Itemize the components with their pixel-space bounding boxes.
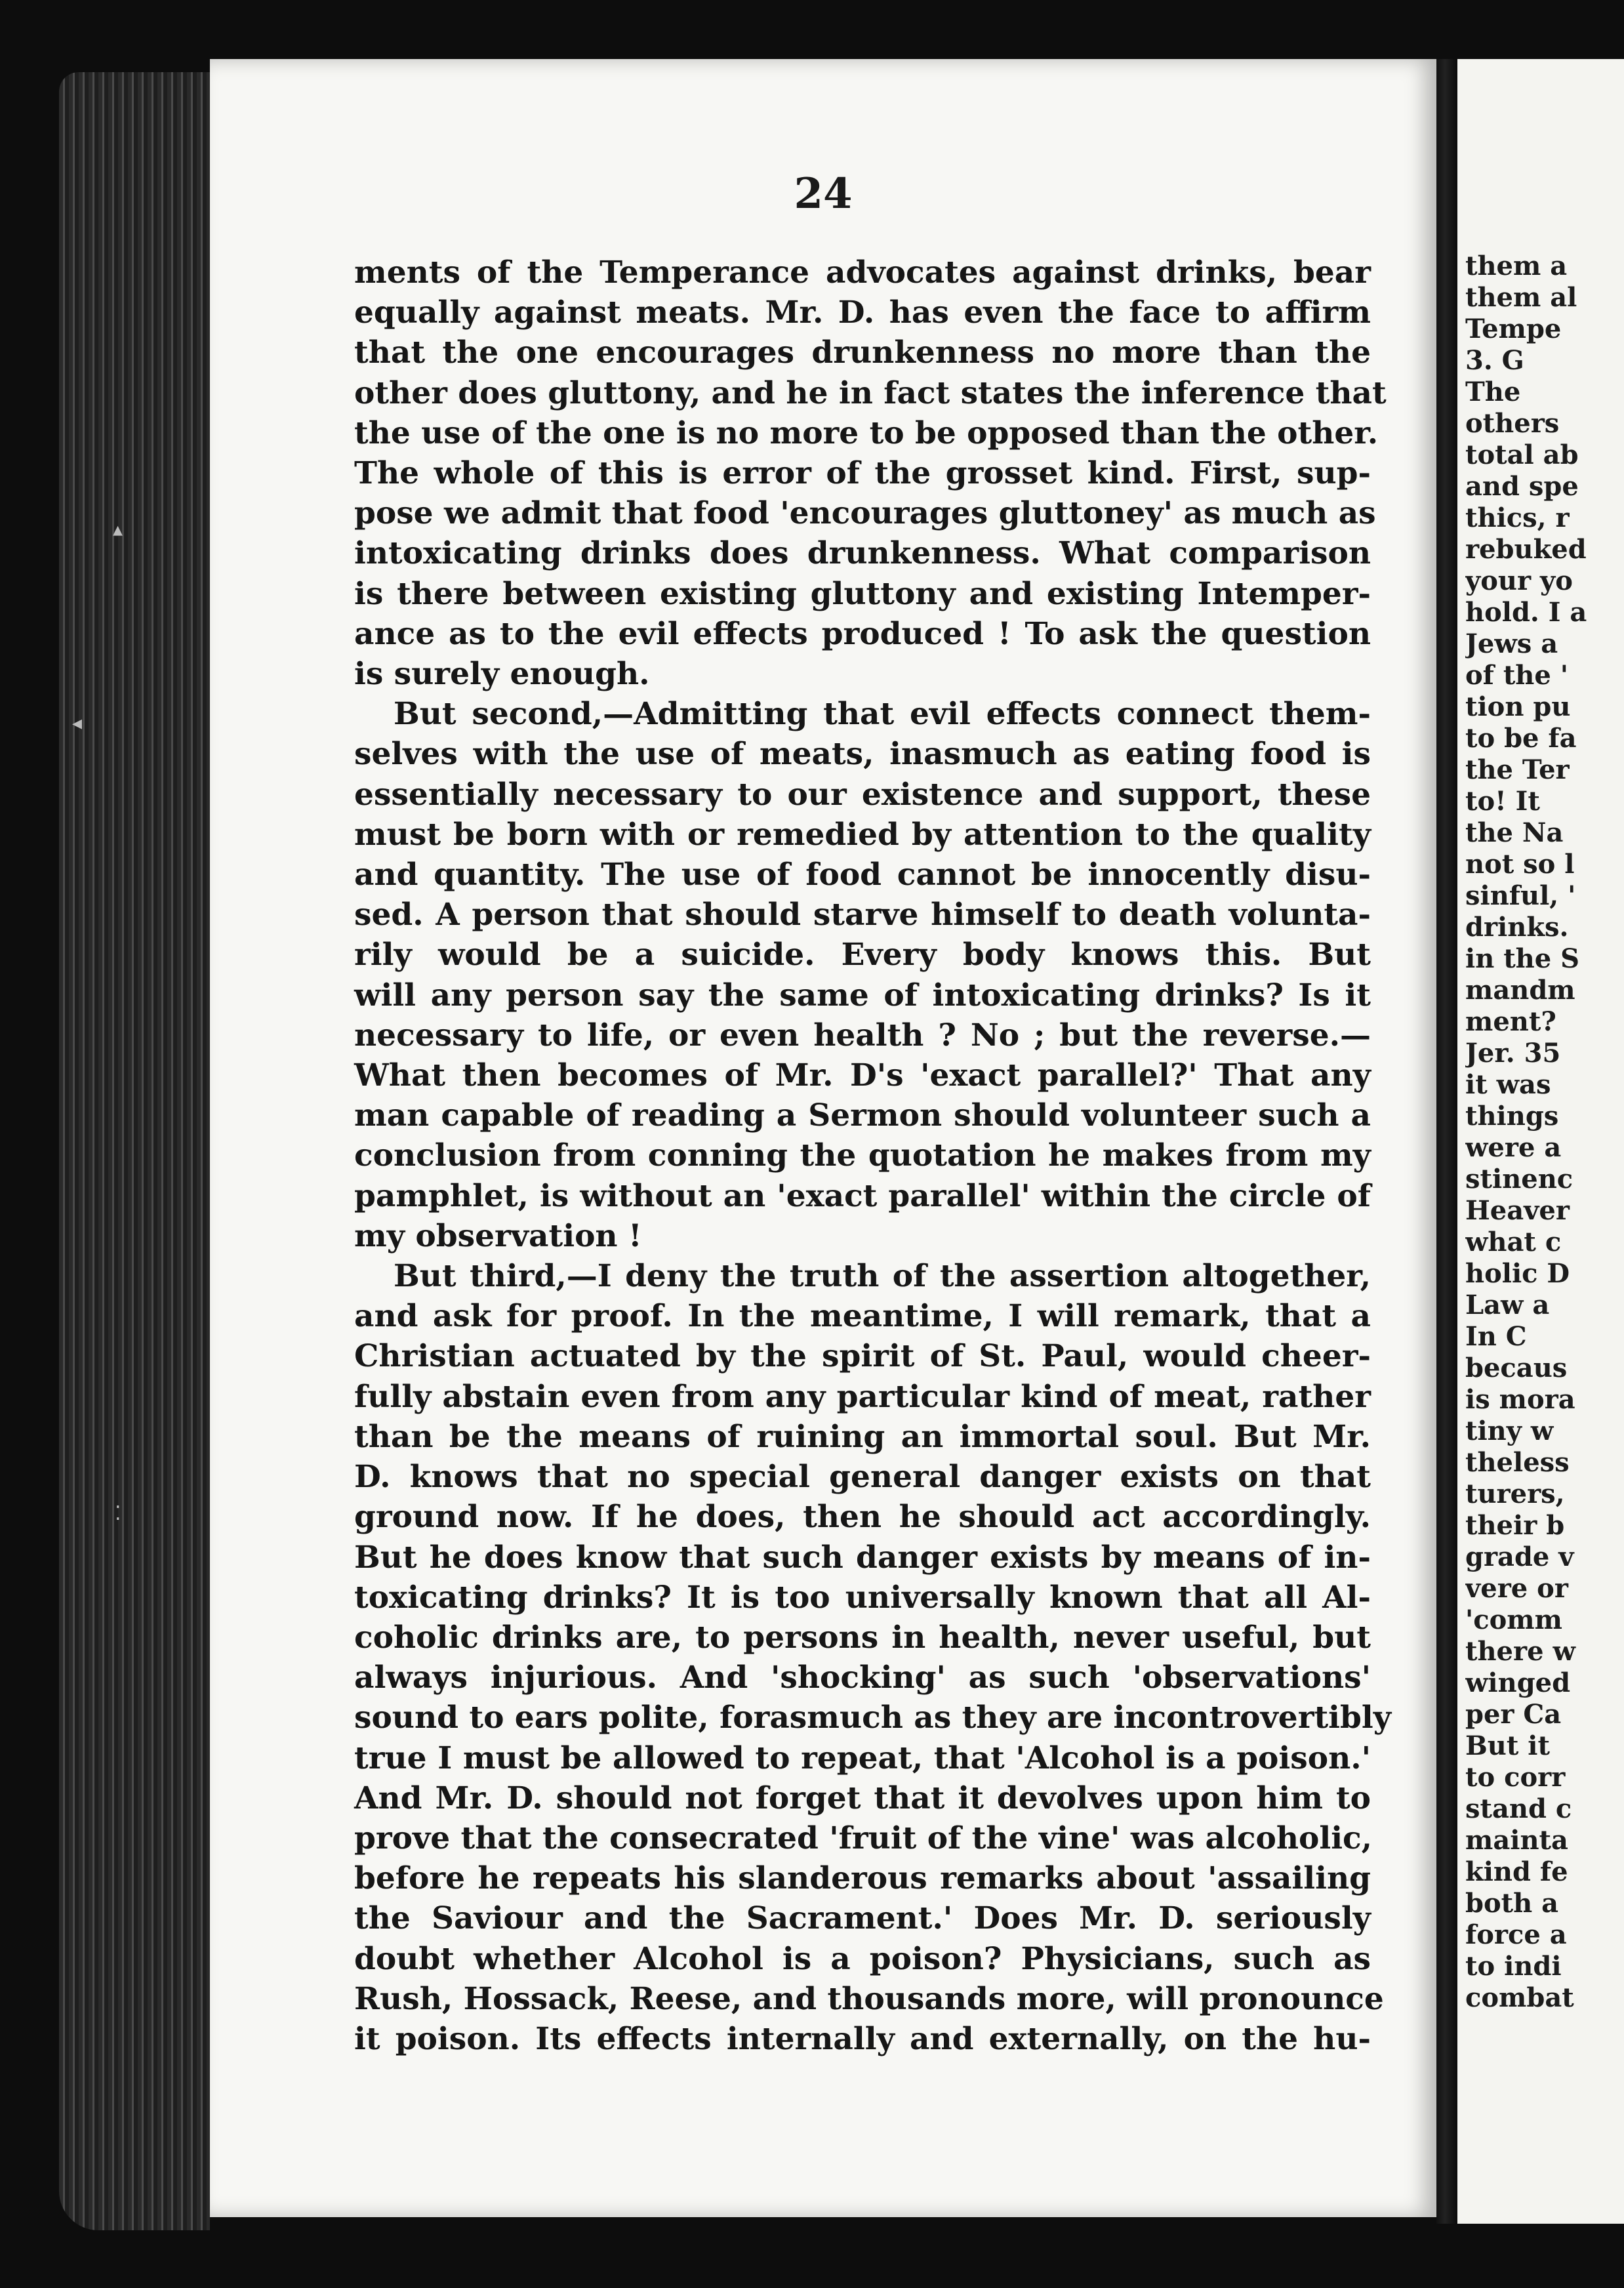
right-text-fragment: in the S [1465, 943, 1580, 974]
right-text-fragment: rebuked [1465, 534, 1587, 565]
right-text-fragment: vere or [1465, 1573, 1568, 1604]
right-text-fragment: ment? [1465, 1006, 1556, 1037]
right-text-fragment: combat [1465, 1982, 1574, 2013]
right-text-fragment: your yo [1465, 565, 1573, 596]
text-line: pamphlet, is without an 'exact parallel' within the circle of [354, 1177, 1371, 1214]
right-text-fragment: of the ' [1465, 660, 1568, 691]
text-line: But third,—I deny the truth of the assertion altogether, [394, 1258, 1371, 1295]
text-line: and ask for proof. In the meantime, I will remark, that a [354, 1298, 1371, 1335]
text-line: always injurious. And 'shocking' as such 'observations' [354, 1660, 1371, 1696]
right-text-fragment: 'comm [1465, 1604, 1562, 1635]
text-line: true I must be allowed to repeat, that 'Alcohol is a poison.' [354, 1740, 1371, 1776]
right-text-fragment: turers, [1465, 1479, 1565, 1509]
scan-speck: ◂ [72, 712, 83, 735]
text-line: pose we admit that food 'encourages gluttoney' as much as [354, 495, 1376, 532]
scan-speck: ⁚ [115, 1502, 121, 1525]
right-page-text-fragments [1465, 251, 1623, 2014]
right-text-fragment: hold. I a [1465, 597, 1587, 628]
right-text-fragment: stinenc [1465, 1164, 1573, 1195]
right-text-fragment: were a [1465, 1132, 1562, 1163]
text-line: But second,—Admitting that evil effects connect them- [394, 696, 1371, 733]
right-text-fragment: The [1465, 377, 1521, 407]
text-line: must be born with or remedied by attention to the quality [354, 816, 1371, 853]
right-text-fragment: force a [1465, 1919, 1567, 1950]
text-line: ments of the Temperance advocates against drinks, bear [354, 255, 1371, 291]
right-text-fragment: kind fe [1465, 1856, 1568, 1887]
left-page [210, 59, 1436, 2217]
text-line: Rush, Hossack, Reese, and thousands more, will pronounce [354, 1980, 1384, 2017]
right-text-fragment: 3. G [1465, 345, 1524, 376]
right-text-fragment: to indi [1465, 1951, 1562, 1982]
text-line: essentially necessary to our existence and support, these [354, 776, 1371, 813]
right-text-fragment: But it [1465, 1730, 1550, 1761]
text-line: that the one encourages drunkenness no more than the [354, 335, 1371, 371]
right-text-fragment: thics, r [1465, 502, 1570, 533]
text-line: And Mr. D. should not forget that it devolves upon him to [354, 1780, 1371, 1816]
text-line: ance as to the evil effects produced ! To ask the question [354, 615, 1371, 652]
text-line: toxicating drinks? It is too universally known that all Al- [354, 1579, 1371, 1616]
body-text [354, 253, 1392, 2059]
right-text-fragment: stand c [1465, 1793, 1572, 1824]
right-text-fragment: and spe [1465, 471, 1579, 502]
right-text-fragment: Jews a [1465, 628, 1558, 659]
right-text-fragment: the Ter [1465, 754, 1570, 785]
text-line: Christian actuated by the spirit of St. Paul, would cheer- [354, 1338, 1371, 1375]
right-text-fragment: Jer. 35 [1465, 1038, 1561, 1069]
text-line: necessary to life, or even health ? No ; but the reverse.— [354, 1017, 1371, 1053]
right-text-fragment: to corr [1465, 1762, 1566, 1793]
right-text-fragment: winged [1465, 1667, 1571, 1698]
text-line: will any person say the same of intoxicating drinks? Is it [354, 977, 1371, 1013]
text-line: is there between existing gluttony and existing Intemper- [354, 575, 1371, 612]
right-text-fragment: grade v [1465, 1542, 1574, 1572]
right-text-fragment: becaus [1465, 1353, 1568, 1383]
text-line: rily would be a suicide. Every body knows this. But [354, 937, 1371, 973]
right-text-fragment: there w [1465, 1636, 1575, 1667]
right-text-fragment: others [1465, 408, 1560, 439]
text-line: it poison. Its effects internally and externally, on the hu- [354, 2020, 1371, 2057]
right-text-fragment: to be fa [1465, 723, 1577, 754]
text-line: sed. A person that should starve himself to death volunta- [354, 897, 1371, 933]
text-line: man capable of reading a Sermon should volunteer such a [354, 1097, 1371, 1134]
right-text-fragment: not so l [1465, 849, 1575, 880]
right-text-fragment: them al [1465, 282, 1577, 313]
right-text-fragment: Heaver [1465, 1195, 1570, 1226]
text-line: doubt whether Alcohol is a poison? Physicians, such as [354, 1940, 1371, 1977]
right-text-fragment: mandm [1465, 975, 1575, 1006]
text-line: selves with the use of meats, inasmuch as eating food is [354, 736, 1371, 773]
text-line: the use of the one is no more to be opposed than the other. [354, 415, 1379, 451]
text-line: But he does know that such danger exists by means of in- [354, 1539, 1371, 1576]
page-number: 24 [794, 169, 853, 218]
right-text-fragment: holic D [1465, 1258, 1570, 1289]
text-line: than be the means of ruining an immortal soul. But Mr. [354, 1418, 1371, 1455]
text-line: D. knows that no special general danger exists on that [354, 1459, 1371, 1496]
text-line: and quantity. The use of food cannot be innocently disu- [354, 857, 1371, 893]
text-line: fully abstain even from any particular kind of meat, rather [354, 1378, 1371, 1415]
text-line: before he repeats his slanderous remarks about 'assailing [354, 1860, 1371, 1897]
right-text-fragment: Tempe [1465, 314, 1562, 344]
text-line: other does gluttony, and he in fact states the inference that [354, 375, 1387, 411]
text-line: sound to ears polite, forasmuch as they are incontrovertibly [354, 1700, 1392, 1736]
text-line: What then becomes of Mr. D's 'exact parallel?' That any [354, 1057, 1371, 1094]
right-text-fragment: per Ca [1465, 1699, 1562, 1730]
right-text-fragment: tion pu [1465, 691, 1571, 722]
text-line: the Saviour and the Sacrament.' Does Mr. D. seriously [354, 1900, 1371, 1937]
book-gutter [1436, 59, 1457, 2224]
right-text-fragment: to! It [1465, 786, 1540, 817]
text-line: my observation ! [354, 1217, 642, 1254]
right-text-fragment: the Na [1465, 817, 1564, 848]
right-text-fragment: mainta [1465, 1825, 1568, 1856]
right-text-fragment: things [1465, 1101, 1559, 1132]
right-text-fragment: is mora [1465, 1384, 1575, 1415]
right-text-fragment: total ab [1465, 439, 1579, 470]
right-text-fragment: sinful, ' [1465, 880, 1576, 911]
right-text-fragment: what c [1465, 1227, 1562, 1257]
right-page [1457, 59, 1624, 2224]
text-line: ground now. If he does, then he should act accordingly. [354, 1499, 1371, 1536]
book-page-edges [59, 72, 210, 2230]
right-text-fragment: theless [1465, 1447, 1570, 1478]
scan-speck: ▴ [113, 518, 123, 541]
text-line: prove that the consecrated 'fruit of the vine' was alcoholic, [354, 1820, 1373, 1856]
right-text-fragment: it was [1465, 1069, 1551, 1100]
text-line: intoxicating drinks does drunkenness. What comparison [354, 535, 1371, 572]
right-text-fragment: drinks. [1465, 912, 1569, 943]
text-line: coholic drinks are, to persons in health, never useful, but [354, 1619, 1371, 1656]
right-text-fragment: Law a [1465, 1290, 1550, 1320]
text-line: conclusion from conning the quotation he makes from my [354, 1137, 1371, 1174]
right-text-fragment: them a [1465, 251, 1568, 281]
right-text-fragment: In C [1465, 1321, 1527, 1352]
right-text-fragment: tiny w [1465, 1416, 1554, 1446]
right-text-fragment: both a [1465, 1888, 1559, 1919]
text-line: is surely enough. [354, 656, 650, 693]
text-line: equally against meats. Mr. D. has even the face to affirm [354, 295, 1371, 331]
text-line: The whole of this is error of the grosset kind. First, sup- [354, 455, 1371, 492]
right-text-fragment: their b [1465, 1510, 1565, 1541]
